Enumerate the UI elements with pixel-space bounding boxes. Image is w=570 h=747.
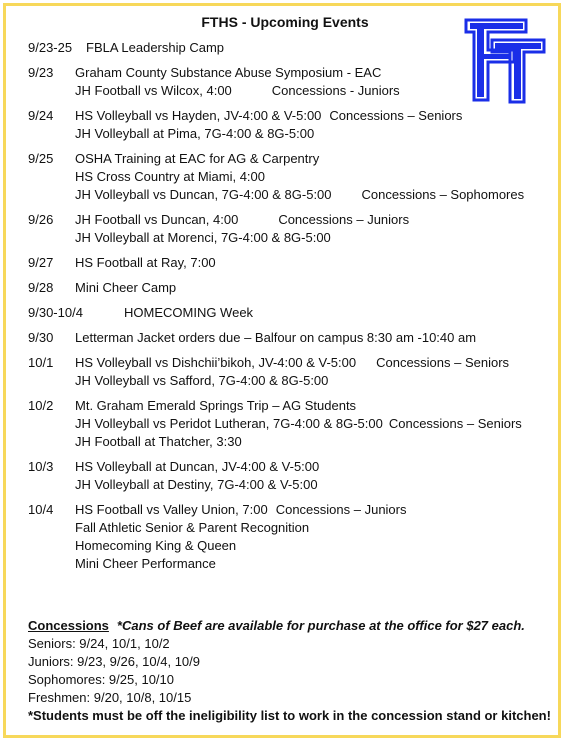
event-item bbox=[28, 254, 548, 272]
event-text: HS Volleyball vs Hayden, JV-4:00 & V-5:00 bbox=[75, 108, 322, 123]
event-date: 10/3 bbox=[28, 459, 54, 474]
event-date: 9/23-25 bbox=[28, 40, 73, 55]
event-line bbox=[75, 186, 548, 204]
event-text: JH Football vs Duncan, 4:00 bbox=[75, 212, 239, 227]
concession-assignment: Concessions – Seniors bbox=[329, 108, 463, 123]
event-text: HS Football at Ray, 7:00 bbox=[75, 255, 216, 270]
concession-assignment: Concessions – Seniors bbox=[388, 416, 522, 431]
event-item bbox=[28, 458, 548, 494]
event-line bbox=[75, 537, 548, 555]
event-line bbox=[75, 329, 548, 347]
events-list bbox=[28, 39, 548, 580]
event-line bbox=[75, 254, 548, 272]
event-text: Mini Cheer Camp bbox=[75, 280, 177, 295]
event-text: JH Volleyball at Pima, 7G-4:00 & 8G-5:00 bbox=[75, 126, 315, 141]
event-text: JH Volleyball at Destiny, 7G-4:00 & V-5:00 bbox=[75, 477, 318, 492]
event-item bbox=[28, 211, 548, 247]
event-date: 10/4 bbox=[28, 502, 54, 517]
event-item bbox=[28, 304, 548, 322]
event-line bbox=[75, 501, 548, 519]
event-line bbox=[75, 415, 548, 433]
event-date: 9/28 bbox=[28, 280, 54, 295]
event-line bbox=[75, 107, 548, 125]
concessions-heading: Concessions bbox=[28, 618, 109, 633]
event-text: JH Volleyball vs Peridot Lutheran, 7G-4:00 & 8G-5:00 bbox=[75, 416, 383, 431]
event-date: 10/1 bbox=[28, 355, 54, 370]
event-line bbox=[75, 433, 548, 451]
concession-assignment: Concessions – Juniors bbox=[278, 212, 410, 227]
event-line bbox=[75, 555, 548, 573]
concessions-section bbox=[28, 617, 551, 725]
event-line bbox=[75, 125, 548, 143]
event-date: 9/30-10/4 bbox=[28, 305, 83, 320]
event-line bbox=[75, 82, 548, 100]
event-item bbox=[28, 354, 548, 390]
event-line bbox=[124, 304, 548, 322]
event-date: 10/2 bbox=[28, 398, 54, 413]
event-line bbox=[75, 354, 548, 372]
event-text: HS Volleyball vs Dishchii’bikoh, JV-4:00 & V-5:00 bbox=[75, 355, 357, 370]
event-text: JH Football vs Wilcox, 4:00 bbox=[75, 83, 232, 98]
event-date: 9/26 bbox=[28, 212, 54, 227]
event-item bbox=[28, 150, 548, 204]
concession-assignment: Concessions – Seniors bbox=[376, 355, 510, 370]
event-item bbox=[28, 501, 548, 573]
event-line bbox=[75, 372, 548, 390]
concession-assignment: Concessions – Sophomores bbox=[361, 187, 525, 202]
event-line bbox=[75, 519, 548, 537]
event-date: 9/24 bbox=[28, 108, 54, 123]
event-line bbox=[86, 39, 548, 57]
event-line bbox=[75, 279, 548, 297]
class-seniors: Seniors: 9/24, 10/1, 10/2 bbox=[28, 636, 170, 651]
event-text: Letterman Jacket orders due – Balfour on campus 8:30 am -10:40 am bbox=[75, 330, 477, 345]
event-item bbox=[28, 329, 548, 347]
event-text: HS Cross Country at Miami, 4:00 bbox=[75, 169, 266, 184]
beef-note: *Cans of Beef are available for purchase at the office for $27 each. bbox=[116, 618, 525, 633]
event-line bbox=[75, 211, 548, 229]
event-text: Mini Cheer Performance bbox=[75, 556, 216, 571]
event-line bbox=[75, 476, 548, 494]
event-item bbox=[28, 397, 548, 451]
event-text: JH Volleyball vs Duncan, 7G-4:00 & 8G-5:00 bbox=[75, 187, 332, 202]
event-text: HS Football vs Valley Union, 7:00 bbox=[75, 502, 268, 517]
event-line bbox=[75, 397, 548, 415]
event-item bbox=[28, 107, 548, 143]
event-text: HS Volleyball at Duncan, JV-4:00 & V-5:00 bbox=[75, 459, 320, 474]
concession-assignment: Concessions – Juniors bbox=[275, 502, 407, 517]
event-text: Graham County Substance Abuse Symposium - EAC bbox=[75, 65, 382, 80]
event-line bbox=[75, 458, 548, 476]
class-juniors: Juniors: 9/23, 9/26, 10/4, 10/9 bbox=[28, 654, 201, 669]
event-text: OSHA Training at EAC for AG & Carpentry bbox=[75, 151, 320, 166]
event-line bbox=[75, 150, 548, 168]
event-text: JH Volleyball vs Safford, 7G-4:00 & 8G-5:00 bbox=[75, 373, 329, 388]
event-text: Fall Athletic Senior & Parent Recognition bbox=[75, 520, 310, 535]
event-line bbox=[75, 168, 548, 186]
event-line bbox=[75, 229, 548, 247]
event-text: JH Volleyball at Morenci, 7G-4:00 & 8G-5:00 bbox=[75, 230, 331, 245]
event-text: Mt. Graham Emerald Springs Trip – AG Students bbox=[75, 398, 357, 413]
concession-assignment: Concessions - Juniors bbox=[271, 83, 400, 98]
event-date: 9/30 bbox=[28, 330, 54, 345]
event-text: HOMECOMING Week bbox=[124, 305, 254, 320]
class-sophomores: Sophomores: 9/25, 10/10 bbox=[28, 672, 174, 687]
page-title: FTHS - Upcoming Events bbox=[201, 14, 369, 30]
event-date: 9/27 bbox=[28, 255, 54, 270]
event-line bbox=[75, 64, 548, 82]
class-freshmen: Freshmen: 9/20, 10/8, 10/15 bbox=[28, 690, 192, 705]
event-date: 9/25 bbox=[28, 151, 54, 166]
event-item bbox=[28, 279, 548, 297]
event-item bbox=[28, 64, 548, 100]
event-text: Homecoming King & Queen bbox=[75, 538, 237, 553]
event-text: JH Football at Thatcher, 3:30 bbox=[75, 434, 242, 449]
event-item bbox=[28, 39, 548, 57]
eligibility-note: *Students must be off the ineligibility list to work in the concession stand or kitchen! bbox=[28, 708, 551, 723]
event-date: 9/23 bbox=[28, 65, 54, 80]
event-text: FBLA Leadership Camp bbox=[86, 40, 225, 55]
